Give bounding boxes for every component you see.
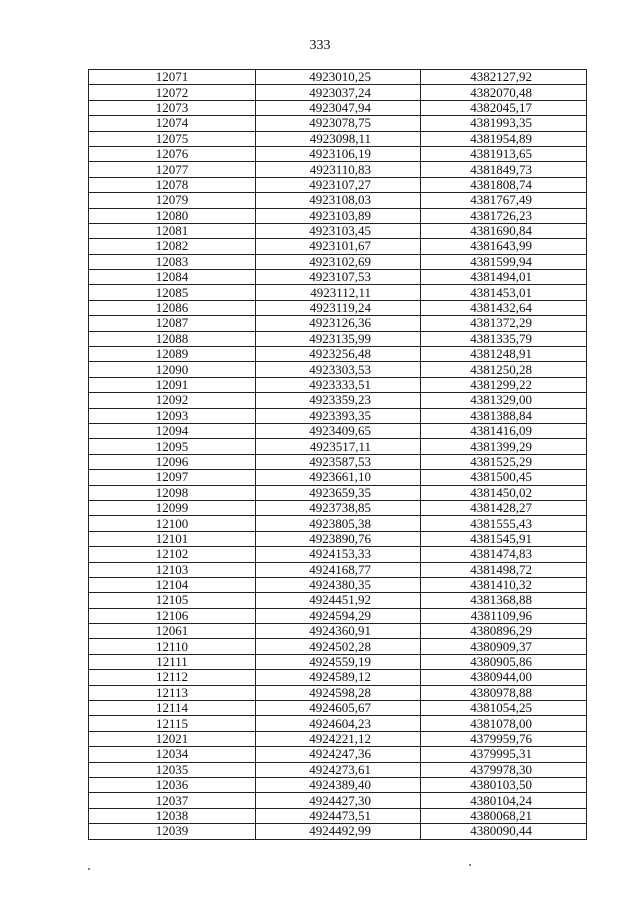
x-coordinate-cell: 4923890,76 <box>256 531 421 546</box>
table-row <box>89 439 587 454</box>
point-number-cell: 12075 <box>89 131 256 146</box>
table-row <box>89 177 587 192</box>
table-row <box>89 362 587 377</box>
table-row <box>89 208 587 223</box>
point-number-cell: 12101 <box>89 531 256 546</box>
x-coordinate-cell: 4923659,35 <box>256 485 421 500</box>
point-number-cell: 12091 <box>89 377 256 392</box>
y-coordinate-cell: 4381450,02 <box>421 485 587 500</box>
table-row <box>89 639 587 654</box>
table-row <box>89 608 587 623</box>
point-number-cell: 12096 <box>89 454 256 469</box>
point-number-cell: 12083 <box>89 254 256 269</box>
table-row <box>89 377 587 392</box>
x-coordinate-cell: 4923101,67 <box>256 239 421 254</box>
x-coordinate-cell: 4923102,69 <box>256 254 421 269</box>
x-coordinate-cell: 4924168,77 <box>256 562 421 577</box>
x-coordinate-cell: 4924153,33 <box>256 547 421 562</box>
point-number-cell: 12086 <box>89 300 256 315</box>
y-coordinate-cell: 4381078,00 <box>421 716 587 731</box>
y-coordinate-cell: 4382070,48 <box>421 85 587 100</box>
x-coordinate-cell: 4923103,45 <box>256 223 421 238</box>
y-coordinate-cell: 4381416,09 <box>421 423 587 438</box>
y-coordinate-cell: 4379978,30 <box>421 762 587 777</box>
x-coordinate-cell: 4923333,51 <box>256 377 421 392</box>
point-number-cell: 12038 <box>89 808 256 823</box>
y-coordinate-cell: 4380944,00 <box>421 670 587 685</box>
x-coordinate-cell: 4923108,03 <box>256 193 421 208</box>
x-coordinate-cell: 4923106,19 <box>256 146 421 161</box>
point-number-cell: 12021 <box>89 731 256 746</box>
table-row <box>89 762 587 777</box>
table-row <box>89 116 587 131</box>
point-number-cell: 12076 <box>89 146 256 161</box>
y-coordinate-cell: 4381299,22 <box>421 377 587 392</box>
x-coordinate-cell: 4923661,10 <box>256 470 421 485</box>
y-coordinate-cell: 4381498,72 <box>421 562 587 577</box>
y-coordinate-cell: 4381555,43 <box>421 516 587 531</box>
y-coordinate-cell: 4380905,86 <box>421 654 587 669</box>
y-coordinate-cell: 4381054,25 <box>421 701 587 716</box>
point-number-cell: 12105 <box>89 593 256 608</box>
table-row <box>89 562 587 577</box>
x-coordinate-cell: 4924502,28 <box>256 639 421 654</box>
point-number-cell: 12036 <box>89 777 256 792</box>
x-coordinate-cell: 4924451,92 <box>256 593 421 608</box>
table-row <box>89 300 587 315</box>
page-number: 333 <box>309 38 331 53</box>
table-row <box>89 685 587 700</box>
point-number-cell: 12073 <box>89 100 256 115</box>
coordinates-table-body <box>89 70 587 840</box>
point-number-cell: 12079 <box>89 193 256 208</box>
x-coordinate-cell: 4924389,40 <box>256 777 421 792</box>
x-coordinate-cell: 4924427,30 <box>256 793 421 808</box>
y-coordinate-cell: 4381726,23 <box>421 208 587 223</box>
x-coordinate-cell: 4924598,28 <box>256 685 421 700</box>
point-number-cell: 12102 <box>89 547 256 562</box>
point-number-cell: 12080 <box>89 208 256 223</box>
table-row <box>89 146 587 161</box>
x-coordinate-cell: 4923010,25 <box>256 70 421 85</box>
point-number-cell: 12089 <box>89 347 256 362</box>
table-row <box>89 316 587 331</box>
x-coordinate-cell: 4924605,67 <box>256 701 421 716</box>
y-coordinate-cell: 4381954,89 <box>421 131 587 146</box>
table-row <box>89 808 587 823</box>
x-coordinate-cell: 4923517,11 <box>256 439 421 454</box>
y-coordinate-cell: 4381335,79 <box>421 331 587 346</box>
y-coordinate-cell: 4382127,92 <box>421 70 587 85</box>
point-number-cell: 12078 <box>89 177 256 192</box>
point-number-cell: 12104 <box>89 577 256 592</box>
y-coordinate-cell: 4381368,88 <box>421 593 587 608</box>
point-number-cell: 12085 <box>89 285 256 300</box>
table-row <box>89 654 587 669</box>
y-coordinate-cell: 4381250,28 <box>421 362 587 377</box>
y-coordinate-cell: 4380103,50 <box>421 777 587 792</box>
point-number-cell: 12035 <box>89 762 256 777</box>
table-row <box>89 239 587 254</box>
table-row <box>89 270 587 285</box>
y-coordinate-cell: 4381453,01 <box>421 285 587 300</box>
y-coordinate-cell: 4379959,76 <box>421 731 587 746</box>
table-row <box>89 624 587 639</box>
x-coordinate-cell: 4923098,11 <box>256 131 421 146</box>
table-row <box>89 70 587 85</box>
point-number-cell: 12115 <box>89 716 256 731</box>
table-row <box>89 824 587 839</box>
y-coordinate-cell: 4381474,83 <box>421 547 587 562</box>
point-number-cell: 12093 <box>89 408 256 423</box>
point-number-cell: 12114 <box>89 701 256 716</box>
y-coordinate-cell: 4381690,84 <box>421 223 587 238</box>
table-row <box>89 793 587 808</box>
x-coordinate-cell: 4923409,65 <box>256 423 421 438</box>
point-number-cell: 12082 <box>89 239 256 254</box>
x-coordinate-cell: 4924473,51 <box>256 808 421 823</box>
point-number-cell: 12097 <box>89 470 256 485</box>
y-coordinate-cell: 4380909,37 <box>421 639 587 654</box>
y-coordinate-cell: 4382045,17 <box>421 100 587 115</box>
x-coordinate-cell: 4923135,99 <box>256 331 421 346</box>
x-coordinate-cell: 4924604,23 <box>256 716 421 731</box>
table-row <box>89 347 587 362</box>
table-row <box>89 716 587 731</box>
point-number-cell: 12039 <box>89 824 256 839</box>
x-coordinate-cell: 4923047,94 <box>256 100 421 115</box>
y-coordinate-cell: 4381599,94 <box>421 254 587 269</box>
point-number-cell: 12112 <box>89 670 256 685</box>
x-coordinate-cell: 4924589,12 <box>256 670 421 685</box>
coordinates-table <box>88 69 587 840</box>
table-row <box>89 285 587 300</box>
table-row <box>89 131 587 146</box>
table-row <box>89 223 587 238</box>
point-number-cell: 12088 <box>89 331 256 346</box>
x-coordinate-cell: 4923107,27 <box>256 177 421 192</box>
y-coordinate-cell: 4381410,32 <box>421 577 587 592</box>
y-coordinate-cell: 4381525,29 <box>421 454 587 469</box>
table-row <box>89 331 587 346</box>
table-row <box>89 500 587 515</box>
point-number-cell: 12037 <box>89 793 256 808</box>
table-row <box>89 408 587 423</box>
point-number-cell: 12087 <box>89 316 256 331</box>
x-coordinate-cell: 4923738,85 <box>256 500 421 515</box>
table-row <box>89 193 587 208</box>
point-number-cell: 12095 <box>89 439 256 454</box>
x-coordinate-cell: 4924594,29 <box>256 608 421 623</box>
table-row <box>89 100 587 115</box>
point-number-cell: 12094 <box>89 423 256 438</box>
x-coordinate-cell: 4924221,12 <box>256 731 421 746</box>
point-number-cell: 12090 <box>89 362 256 377</box>
y-coordinate-cell: 4381808,74 <box>421 177 587 192</box>
scan-speck <box>469 864 471 866</box>
y-coordinate-cell: 4380104,24 <box>421 793 587 808</box>
table-row <box>89 454 587 469</box>
point-number-cell: 12100 <box>89 516 256 531</box>
x-coordinate-cell: 4923126,36 <box>256 316 421 331</box>
x-coordinate-cell: 4923103,89 <box>256 208 421 223</box>
scan-speck <box>88 868 90 870</box>
point-number-cell: 12071 <box>89 70 256 85</box>
y-coordinate-cell: 4381432,64 <box>421 300 587 315</box>
table-row <box>89 577 587 592</box>
x-coordinate-cell: 4924492,99 <box>256 824 421 839</box>
y-coordinate-cell: 4381500,45 <box>421 470 587 485</box>
x-coordinate-cell: 4923078,75 <box>256 116 421 131</box>
y-coordinate-cell: 4381329,00 <box>421 393 587 408</box>
x-coordinate-cell: 4923037,24 <box>256 85 421 100</box>
x-coordinate-cell: 4924273,61 <box>256 762 421 777</box>
table-row <box>89 516 587 531</box>
table-row <box>89 593 587 608</box>
point-number-cell: 12092 <box>89 393 256 408</box>
x-coordinate-cell: 4923805,38 <box>256 516 421 531</box>
y-coordinate-cell: 4381913,65 <box>421 146 587 161</box>
x-coordinate-cell: 4923359,23 <box>256 393 421 408</box>
table-row <box>89 423 587 438</box>
table-row <box>89 162 587 177</box>
y-coordinate-cell: 4381993,35 <box>421 116 587 131</box>
y-coordinate-cell: 4380068,21 <box>421 808 587 823</box>
table-row <box>89 254 587 269</box>
y-coordinate-cell: 4381388,84 <box>421 408 587 423</box>
table-row <box>89 85 587 100</box>
x-coordinate-cell: 4923119,24 <box>256 300 421 315</box>
y-coordinate-cell: 4381109,96 <box>421 608 587 623</box>
y-coordinate-cell: 4380978,88 <box>421 685 587 700</box>
point-number-cell: 12098 <box>89 485 256 500</box>
y-coordinate-cell: 4381428,27 <box>421 500 587 515</box>
point-number-cell: 12106 <box>89 608 256 623</box>
point-number-cell: 12061 <box>89 624 256 639</box>
x-coordinate-cell: 4923393,35 <box>256 408 421 423</box>
y-coordinate-cell: 4381545,91 <box>421 531 587 546</box>
point-number-cell: 12111 <box>89 654 256 669</box>
point-number-cell: 12113 <box>89 685 256 700</box>
x-coordinate-cell: 4923107,53 <box>256 270 421 285</box>
table-row <box>89 670 587 685</box>
table-row <box>89 470 587 485</box>
y-coordinate-cell: 4380896,29 <box>421 624 587 639</box>
y-coordinate-cell: 4381767,49 <box>421 193 587 208</box>
x-coordinate-cell: 4923112,11 <box>256 285 421 300</box>
x-coordinate-cell: 4924247,36 <box>256 747 421 762</box>
table-row <box>89 701 587 716</box>
table-row <box>89 531 587 546</box>
point-number-cell: 12110 <box>89 639 256 654</box>
x-coordinate-cell: 4923256,48 <box>256 347 421 362</box>
point-number-cell: 12034 <box>89 747 256 762</box>
y-coordinate-cell: 4379995,31 <box>421 747 587 762</box>
y-coordinate-cell: 4381494,01 <box>421 270 587 285</box>
point-number-cell: 12103 <box>89 562 256 577</box>
table-row <box>89 777 587 792</box>
table-row <box>89 547 587 562</box>
point-number-cell: 12099 <box>89 500 256 515</box>
y-coordinate-cell: 4381399,29 <box>421 439 587 454</box>
x-coordinate-cell: 4923587,53 <box>256 454 421 469</box>
x-coordinate-cell: 4924360,91 <box>256 624 421 639</box>
y-coordinate-cell: 4381248,91 <box>421 347 587 362</box>
point-number-cell: 12084 <box>89 270 256 285</box>
x-coordinate-cell: 4923303,53 <box>256 362 421 377</box>
table-row <box>89 747 587 762</box>
table-row <box>89 485 587 500</box>
x-coordinate-cell: 4924380,35 <box>256 577 421 592</box>
point-number-cell: 12072 <box>89 85 256 100</box>
point-number-cell: 12081 <box>89 223 256 238</box>
table-row <box>89 393 587 408</box>
x-coordinate-cell: 4924559,19 <box>256 654 421 669</box>
y-coordinate-cell: 4381849,73 <box>421 162 587 177</box>
y-coordinate-cell: 4380090,44 <box>421 824 587 839</box>
point-number-cell: 12074 <box>89 116 256 131</box>
y-coordinate-cell: 4381372,29 <box>421 316 587 331</box>
x-coordinate-cell: 4923110,83 <box>256 162 421 177</box>
y-coordinate-cell: 4381643,99 <box>421 239 587 254</box>
point-number-cell: 12077 <box>89 162 256 177</box>
table-row <box>89 731 587 746</box>
